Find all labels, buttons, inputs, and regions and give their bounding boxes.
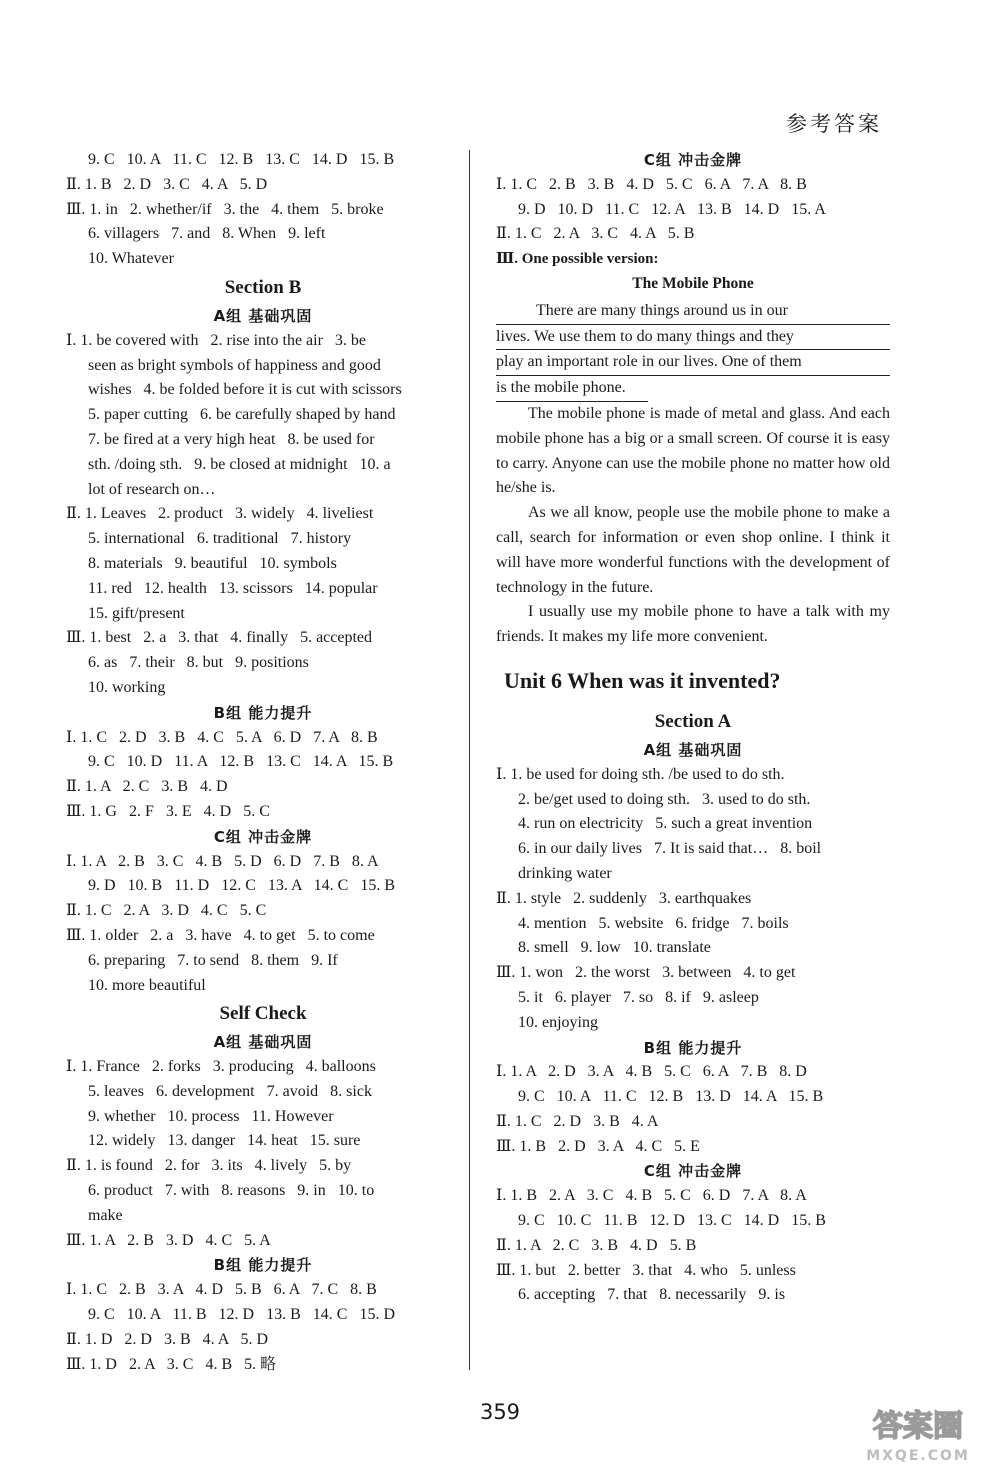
answer-line: Ⅰ. 1. C 2. B 3. B 4. D 5. C 6. A 7. A 8. B	[496, 175, 807, 193]
unit-heading: Unit 6 When was it invented?	[504, 667, 781, 693]
answer-line-continued: 8. materials 9. beautiful 10. symbols	[88, 554, 337, 572]
answer-label: Ⅲ. One possible version:	[496, 251, 659, 268]
answer-line-continued: 6. accepting 7. that 8. necessarily 9. is	[518, 1286, 786, 1304]
answer-line-continued: lot of research on…	[88, 480, 216, 498]
answer-line: Ⅰ. 1. be used for doing sth. /be used to do sth.	[496, 765, 785, 783]
essay-intro-underlined	[496, 299, 890, 402]
answer-line-continued: 6. as 7. their 8. but 9. positions	[88, 654, 309, 672]
answer-line: Ⅱ. 1. A 2. C 3. B 4. D 5. B	[496, 1236, 697, 1254]
essay-paragraph: As we all know, people use the mobile phone to make a call, search for information or even shop online. I think it will have more wonderful functions with the development of technology in the future.	[496, 504, 890, 596]
right-column-top	[496, 148, 890, 297]
group-heading: A组 基础巩固	[213, 1033, 313, 1052]
column-divider	[469, 150, 470, 1370]
essay-underlined-line: play an important role in our lives. One of them	[496, 350, 890, 376]
answer-line-continued: 11. red 12. health 13. scissors 14. popular	[88, 579, 378, 597]
essay-underlined-line: There are many things around us in our	[496, 299, 890, 325]
answer-line: Ⅱ. 1. Leaves 2. product 3. widely 4. liveliest	[66, 505, 374, 523]
answer-line-continued: 8. smell 9. low 10. translate	[518, 939, 711, 957]
answer-line: Ⅲ. 1. G 2. F 3. E 4. D 5. C	[66, 802, 270, 820]
right-column	[496, 148, 890, 1308]
section-heading: Section B	[224, 276, 302, 298]
essay-underlined-line: lives. We use them to do many things and they	[496, 325, 890, 351]
answer-line-continued: 6. in our daily lives 7. It is said that… 8. boil	[518, 840, 822, 858]
answer-line: Ⅱ. 1. C 2. A 3. D 4. C 5. C	[66, 902, 267, 920]
answer-line-continued: 9. C 10. A 11. C 12. B 13. C 14. D 15. B	[88, 151, 395, 168]
answer-line-continued: 5. it 6. player 7. so 8. if 9. asleep	[518, 988, 759, 1006]
right-column-bottom	[496, 660, 890, 1308]
answer-line-continued: 9. D 10. B 11. D 12. C 13. A 14. C 15. B	[88, 877, 395, 895]
answer-line-continued: 10. working	[88, 678, 166, 696]
group-heading: A组 基础巩固	[213, 306, 313, 325]
essay-title: The Mobile Phone	[632, 274, 754, 292]
essay-paragraph: I usually use my mobile phone to have a talk with my friends. It makes my life more convenient.	[496, 603, 890, 646]
section-heading: Section A	[654, 710, 732, 732]
answer-line-continued: 9. C 10. A 11. B 12. D 13. B 14. C 15. D	[88, 1306, 395, 1324]
answer-line: Ⅱ. 1. B 2. D 3. C 4. A 5. D	[66, 175, 268, 193]
answer-line: Ⅲ. 1. in 2. whether/if 3. the 4. them 5. broke	[66, 200, 384, 218]
page-number: 359	[479, 1400, 521, 1424]
answer-line-continued: 9. D 10. D 11. C 12. A 13. B 14. D 15. A	[518, 200, 826, 218]
answer-line: Ⅲ. 1. A 2. B 3. D 4. C 5. A	[66, 1231, 271, 1249]
essay-underlined-line: is the mobile phone.	[496, 376, 648, 402]
watermark-big-text: 答案圈	[873, 1409, 963, 1444]
answer-line-continued: 9. whether 10. process 11. However	[88, 1107, 334, 1125]
answer-line-continued: wishes 4. be folded before it is cut with scissors	[88, 381, 402, 399]
watermark-logo-icon	[848, 1398, 988, 1468]
answer-line-continued: 7. be fired at a very high heat 8. be used for	[88, 430, 375, 448]
answer-line-continued: 4. mention 5. website 6. fridge 7. boils	[518, 914, 789, 932]
answer-line-continued: make	[88, 1206, 123, 1224]
watermark-small-text: MXQE.COM	[866, 1448, 970, 1464]
answer-line-continued: 9. C 10. A 11. C 12. B 13. D 14. A 15. B	[518, 1088, 824, 1106]
answer-line-continued: 6. villagers 7. and 8. When 9. left	[88, 225, 326, 243]
group-heading: C组 冲击金牌	[213, 827, 313, 846]
answer-line: Ⅰ. 1. A 2. B 3. C 4. B 5. D 6. D 7. B 8. A	[66, 852, 379, 870]
answer-line: Ⅱ. 1. C 2. D 3. B 4. A	[496, 1112, 659, 1130]
answer-line: Ⅲ. 1. B 2. D 3. A 4. C 5. E	[496, 1137, 700, 1155]
answer-line-continued: 10. enjoying	[518, 1013, 598, 1031]
answer-line: Ⅱ. 1. C 2. A 3. C 4. A 5. B	[496, 225, 695, 243]
answer-line: Ⅱ. 1. style 2. suddenly 3. earthquakes	[496, 889, 752, 907]
answer-line: Ⅰ. 1. France 2. forks 3. producing 4. balloons	[66, 1058, 376, 1076]
answer-line-continued: 5. leaves 6. development 7. avoid 8. sick	[88, 1082, 372, 1100]
answer-line-continued: 12. widely 13. danger 14. heat 15. sure	[88, 1132, 361, 1150]
group-heading: B组 能力提升	[213, 1256, 313, 1275]
answer-line: Ⅰ. 1. B 2. A 3. C 4. B 5. C 6. D 7. A 8. A	[496, 1187, 807, 1205]
group-heading: C组 冲击金牌	[643, 1162, 743, 1181]
answer-line-continued: sth. /doing sth. 9. be closed at midnight 10. a	[88, 455, 391, 473]
section-heading: Self Check	[219, 1003, 307, 1025]
group-heading: B组 能力提升	[643, 1038, 743, 1057]
answer-line-continued: 10. more beautiful	[88, 976, 206, 994]
answer-line-continued: 9. C 10. D 11. A 12. B 13. C 14. A 15. B	[88, 753, 394, 771]
group-heading: A组 基础巩固	[643, 740, 743, 759]
answer-line: Ⅰ. 1. be covered with 2. rise into the air 3. be	[66, 331, 367, 349]
answer-line: Ⅱ. 1. A 2. C 3. B 4. D	[66, 778, 228, 796]
group-heading: B组 能力提升	[213, 703, 313, 722]
answer-line-continued: 2. be/get used to doing sth. 3. used to do sth.	[518, 790, 811, 808]
answer-line: Ⅰ. 1. A 2. D 3. A 4. B 5. C 6. A 7. B 8. D	[496, 1063, 807, 1081]
answer-line: Ⅲ. 1. but 2. better 3. that 4. who 5. unless	[496, 1261, 796, 1279]
answer-line-continued: 5. international 6. traditional 7. history	[88, 530, 352, 548]
answer-line-continued: 6. product 7. with 8. reasons 9. in 10. to	[88, 1182, 375, 1200]
answer-line-continued: 10. Whatever	[88, 250, 174, 268]
essay	[496, 299, 890, 650]
answer-line-continued: 5. paper cutting 6. be carefully shaped by hand	[88, 406, 396, 424]
group-heading: C组 冲击金牌	[643, 151, 743, 169]
answer-line-continued: 4. run on electricity 5. such a great invention	[518, 815, 813, 833]
answer-line-continued: 9. C 10. C 11. B 12. D 13. C 14. D 15. B	[518, 1212, 826, 1230]
answer-line: Ⅲ. 1. older 2. a 3. have 4. to get 5. to come	[66, 926, 375, 944]
answer-line: Ⅲ. 1. won 2. the worst 3. between 4. to get	[496, 964, 796, 982]
answer-line: Ⅰ. 1. C 2. B 3. A 4. D 5. B 6. A 7. C 8. B	[66, 1281, 377, 1299]
answer-line-continued: seen as bright symbols of happiness and good	[88, 356, 381, 374]
answer-line: Ⅲ. 1. best 2. a 3. that 4. finally 5. accepted	[66, 629, 373, 647]
answer-line-continued: drinking water	[518, 864, 612, 882]
answer-line-continued: 15. gift/present	[88, 604, 185, 622]
watermark-logo	[848, 1398, 988, 1468]
answer-line: Ⅲ. 1. D 2. A 3. C 4. B 5. 略	[66, 1355, 277, 1373]
answer-line: Ⅱ. 1. is found 2. for 3. its 4. lively 5. by	[66, 1157, 352, 1175]
header-label: 参考答案	[786, 112, 882, 136]
answer-line-continued: 6. preparing 7. to send 8. them 9. If	[88, 951, 338, 969]
left-column	[66, 148, 460, 1377]
essay-paragraph: The mobile phone is made of metal and glass. And each mobile phone has a big or a small screen. Of course it is easy to carry. Anyone can use the mobile phone no matter how old he/she is.	[496, 404, 890, 497]
answer-line: Ⅱ. 1. D 2. D 3. B 4. A 5. D	[66, 1330, 268, 1348]
answer-line: Ⅰ. 1. C 2. D 3. B 4. C 5. A 6. D 7. A 8. B	[66, 728, 378, 746]
